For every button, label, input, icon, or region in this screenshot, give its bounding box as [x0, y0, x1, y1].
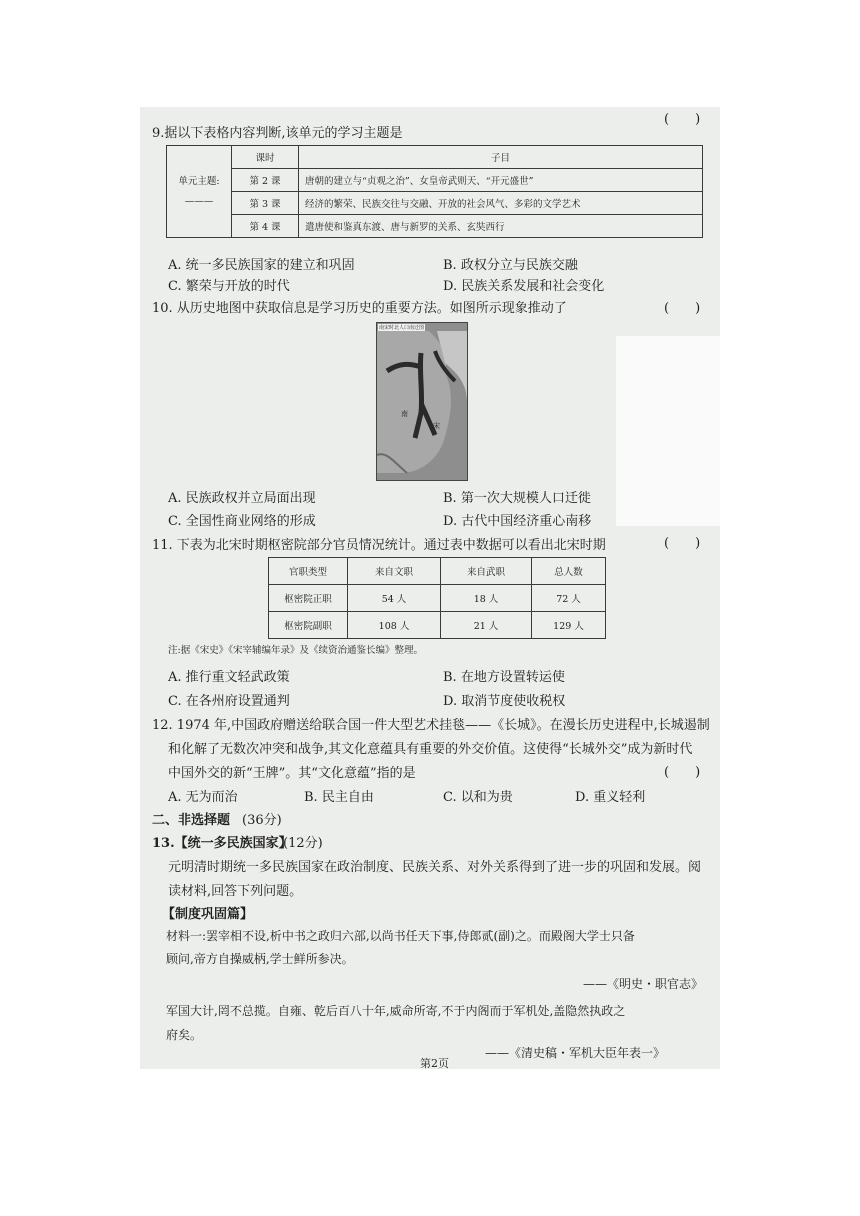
q9-header-topics: 子目 [299, 146, 703, 169]
map-label-song: 宋 [433, 422, 440, 430]
q10-option-b: B. 第一次大规模人口迁徙 [443, 491, 591, 506]
q13-material1-line-2: 顾问,帝方自操威柄,学士鲜所参决。 [166, 952, 354, 966]
q11-row2-military: 21 人 [441, 612, 532, 639]
q11-stem: 11. 下表为北宋时期枢密院部分官员情况统计。通过表中数据可以看出北宋时期 [152, 538, 606, 553]
q11-header-total: 总人数 [532, 558, 606, 585]
q13-source-1: ——《明史・职官志》 [583, 977, 704, 991]
q11-table [268, 557, 606, 639]
q12-option-a: A. 无为而治 [168, 790, 238, 805]
q12-line-1: 12. 1974 年,中国政府赠送给联合国一件大型艺术挂毯——《长城》。在漫长历史进程中,长城遏制 [152, 718, 710, 733]
q12-option-c: C. 以和为贵 [443, 790, 513, 805]
q12-line-3: 中国外交的新“王牌”。其“文化意蕴”指的是 [168, 766, 416, 781]
q11-option-a: A. 推行重文轻武政策 [168, 670, 290, 685]
q13-subtitle: 【制度巩固篇】 [162, 907, 254, 922]
q9-table [166, 145, 703, 238]
q13-material1-line-1: 材料一:罢宰相不设,析中书之政归六部,以尚书任天下事,侍郎贰(副)之。而殿阁大学士只备 [166, 929, 635, 943]
q9-header-lesson: 课时 [232, 146, 299, 169]
q11-row2-civil: 108 人 [348, 612, 441, 639]
q9-row2-topics: 经济的繁荣、民族交往与交融、开放的社会风气、多彩的文学艺术 [299, 192, 703, 215]
q9-stem: 9.据以下表格内容判断,该单元的学习主题是 [152, 126, 403, 141]
section2-title: 二、非选择题 [152, 813, 231, 828]
q13-score: (12分) [283, 836, 323, 851]
q11-option-c: C. 在各州府设置通判 [168, 694, 290, 709]
q11-header-type: 官职类型 [269, 558, 348, 585]
q11-row2-total: 129 人 [532, 612, 606, 639]
q9-side-blank: ——— [184, 195, 214, 207]
page-number: 第2页 [420, 1057, 449, 1070]
q9-answer-paren: ( ) [664, 112, 701, 127]
q12-option-b: B. 民主自由 [304, 790, 374, 805]
q11-row1-type: 枢密院正职 [269, 585, 348, 612]
q9-side-label: 单元主题: [178, 175, 220, 187]
q9-option-c: C. 繁荣与开放的时代 [168, 279, 290, 294]
q10-option-c: C. 全国性商业网络的形成 [168, 514, 316, 529]
q9-table-side-cell [167, 146, 232, 238]
map-title: 南宋时北人口南迁图 [379, 325, 425, 331]
q9-row1-lesson: 第 2 课 [232, 169, 299, 192]
q9-option-a: A. 统一多民族国家的建立和巩固 [168, 258, 355, 273]
migration-map [376, 322, 468, 481]
q10-answer-paren: ( ) [664, 301, 701, 316]
section2-score: (36分) [242, 813, 282, 828]
q9-option-b: B. 政权分立与民族交融 [443, 258, 578, 273]
q10-option-d: D. 古代中国经济重心南移 [443, 514, 592, 529]
q12-line-2: 和化解了无数次冲突和战争,其文化意蕴具有重要的外交价值。这使得“长城外交”成为新时代 [168, 742, 693, 757]
q13-material2-line-2: 府矣。 [166, 1028, 203, 1042]
glare-patch [616, 336, 720, 526]
q11-header-civil: 来自文职 [348, 558, 441, 585]
q12-answer-paren: ( ) [664, 765, 701, 780]
q12-option-d: D. 重义轻利 [575, 790, 646, 805]
q13-material2-line-1: 军国大计,罔不总揽。自雍、乾后百八十年,威命所寄,不于内阁而于军机处,盖隐然执政之 [166, 1004, 626, 1018]
q13-intro-line-1: 元明清时期统一多民族国家在政治制度、民族关系、对外关系得到了进一步的巩固和发展。阅 [168, 860, 702, 875]
q9-row1-topics: 唐朝的建立与“贞观之治”、女皇帝武则天、“开元盛世” [299, 169, 703, 192]
q13-source-2: ——《清史稿・军机大臣年表一》 [485, 1046, 666, 1060]
q11-header-military: 来自武职 [441, 558, 532, 585]
q9-row3-topics: 遣唐使和鉴真东渡、唐与新罗的关系、玄奘西行 [299, 215, 703, 238]
q11-answer-paren: ( ) [664, 536, 701, 551]
q10-option-a: A. 民族政权并立局面出现 [168, 491, 316, 506]
q9-row2-lesson: 第 3 课 [232, 192, 299, 215]
q13-title: 13.【统一多民族国家】 [152, 836, 292, 851]
map-label-nan: 南 [401, 410, 408, 418]
migration-map-graphic [377, 323, 467, 480]
q11-option-b: B. 在地方设置转运使 [443, 670, 565, 685]
q11-row2-type: 枢密院副职 [269, 612, 348, 639]
q10-stem: 10. 从历史地图中获取信息是学习历史的重要方法。如图所示现象推动了 [152, 301, 567, 316]
q11-option-d: D. 取消节度使收税权 [443, 694, 566, 709]
q11-row1-military: 18 人 [441, 585, 532, 612]
q13-intro-line-2: 读材料,回答下列问题。 [168, 884, 303, 899]
q11-note: 注:据《宋史》《宋宰辅编年录》及《续资治通鉴长编》整理。 [168, 645, 423, 656]
q9-row3-lesson: 第 4 课 [232, 215, 299, 238]
q9-option-d: D. 民族关系发展和社会变化 [443, 279, 605, 294]
q11-row1-civil: 54 人 [348, 585, 441, 612]
q11-row1-total: 72 人 [532, 585, 606, 612]
